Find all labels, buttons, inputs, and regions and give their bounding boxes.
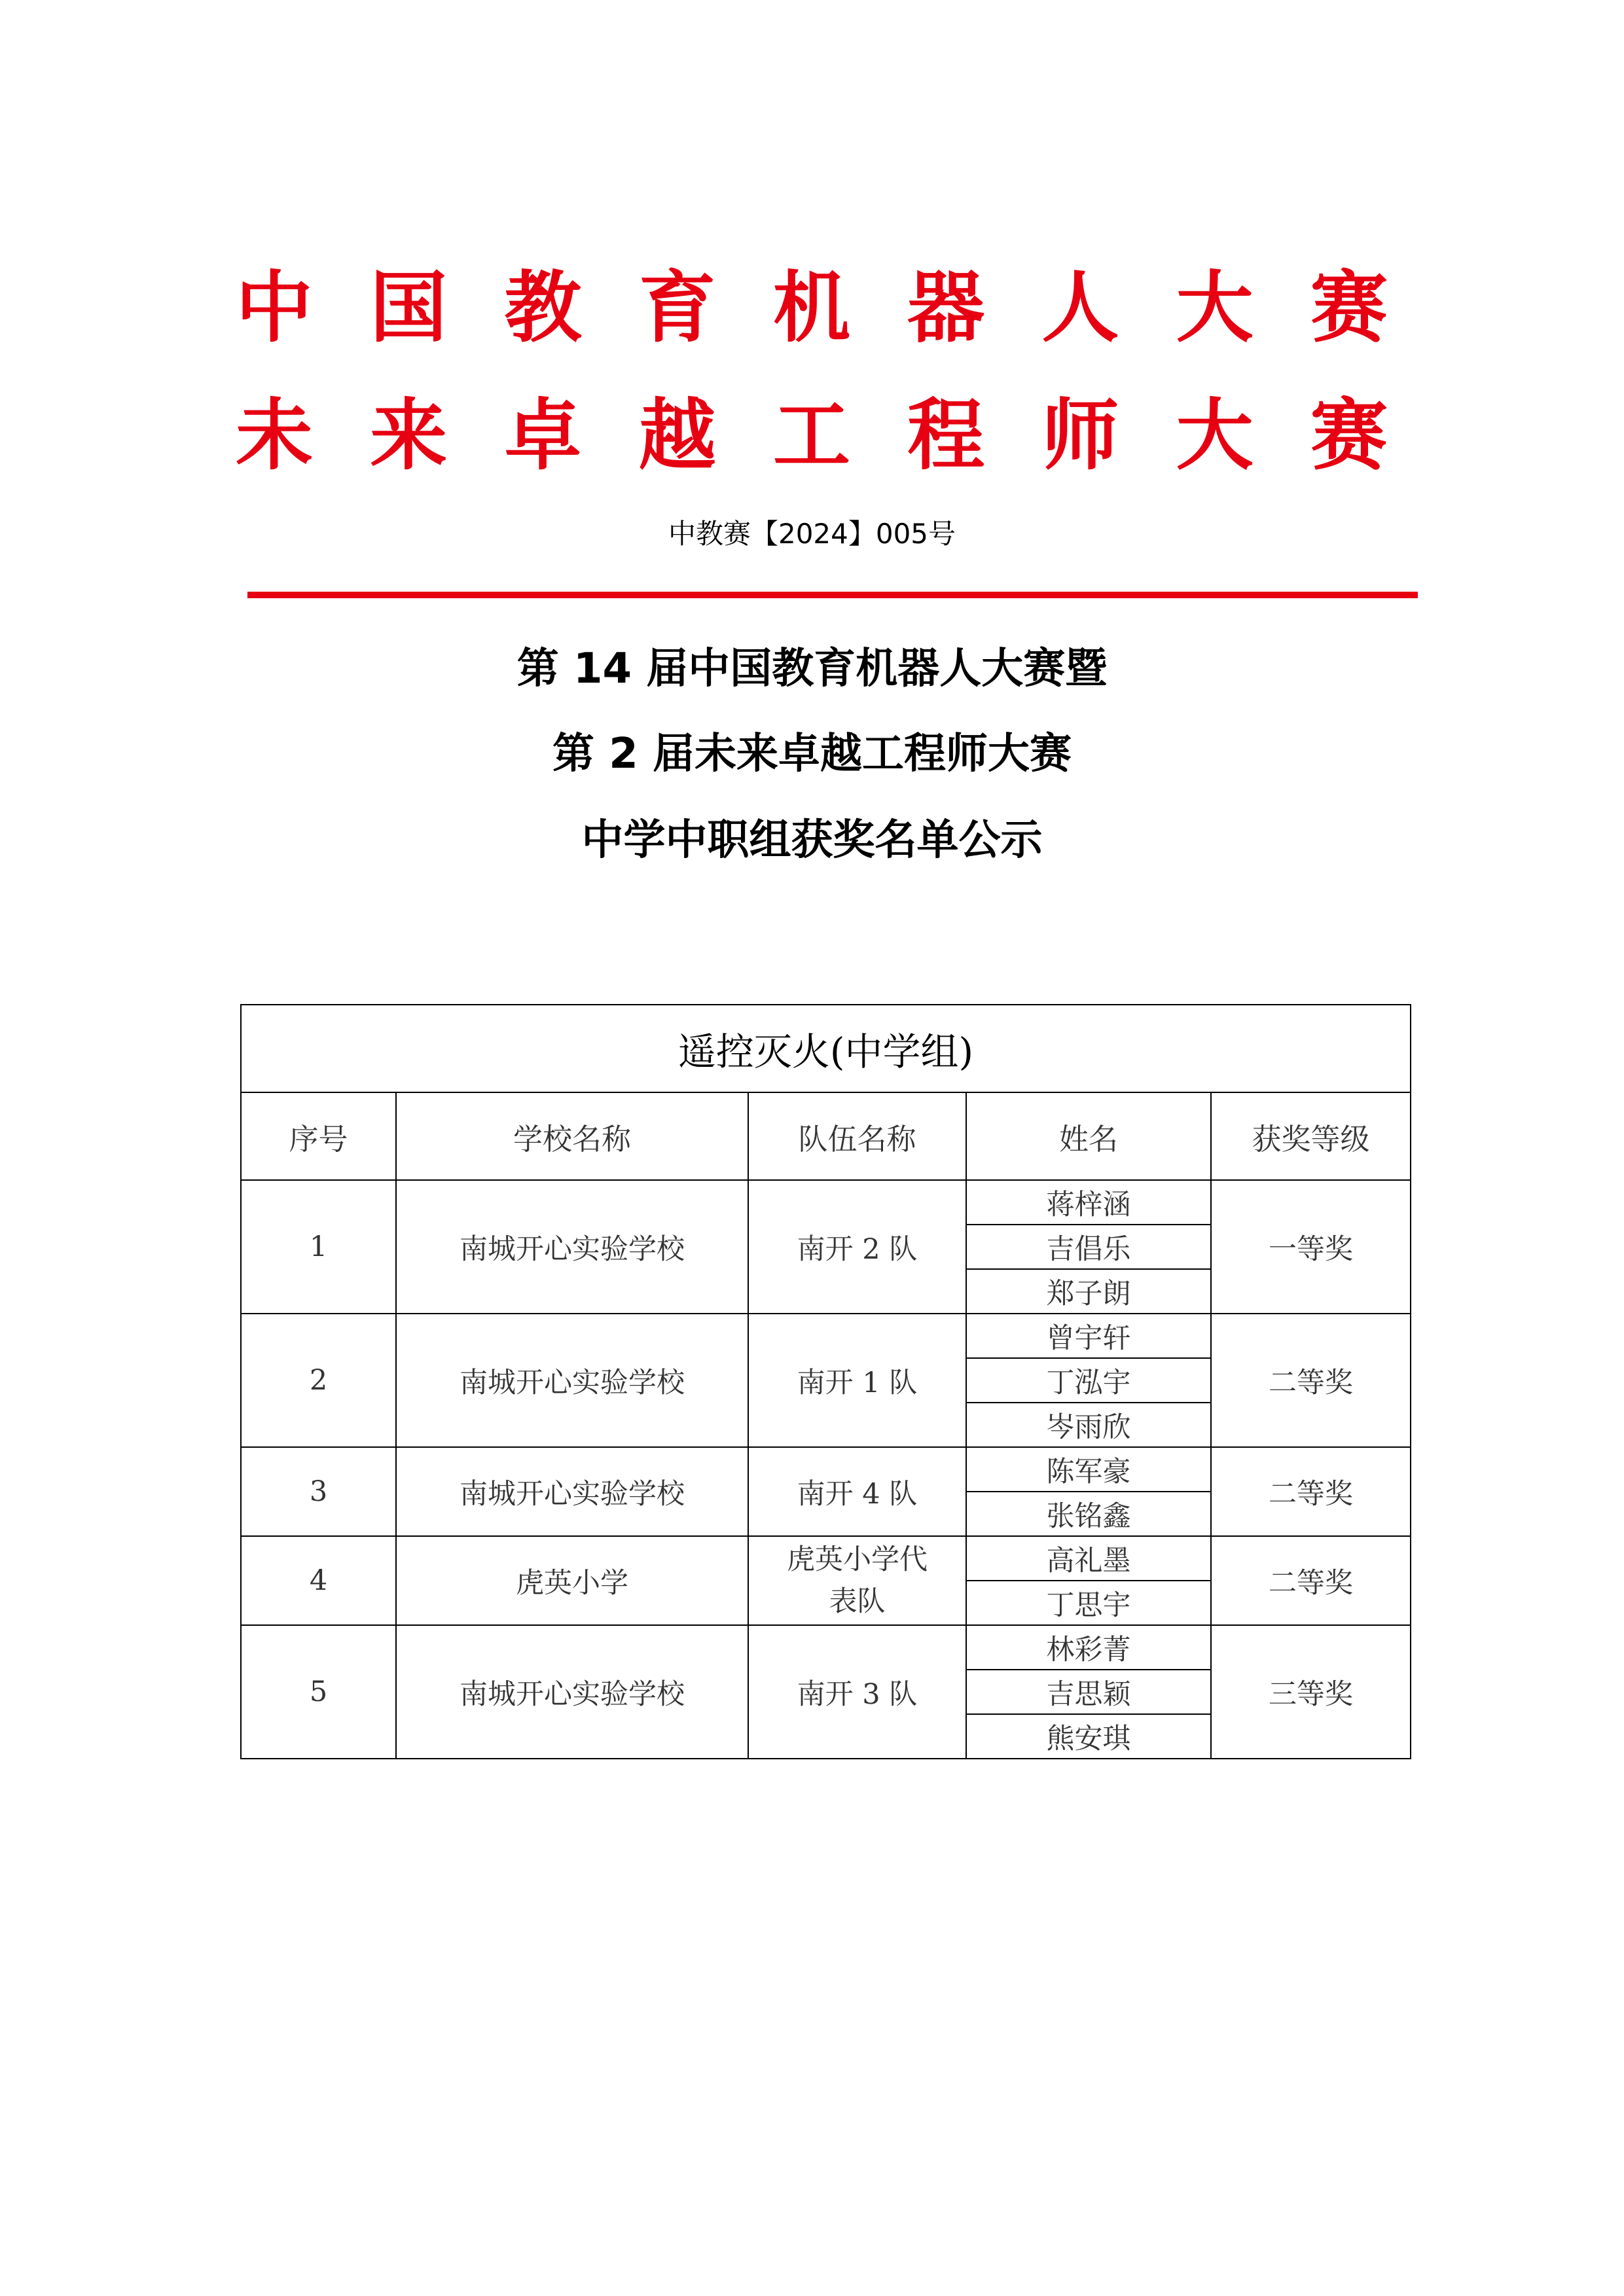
cell-member: 高礼墨 <box>966 1536 1211 1581</box>
cell-member: 丁思宇 <box>966 1581 1211 1625</box>
table-row <box>241 1447 1411 1492</box>
table-caption-row <box>241 1005 1411 1092</box>
header-char: 育 <box>638 262 716 353</box>
red-divider-rule <box>247 592 1418 598</box>
table-row <box>241 1180 1411 1225</box>
title-line-2: 第 2 届未来卓越工程师大赛 <box>552 730 1072 778</box>
header-char: 未 <box>236 390 314 480</box>
cell-no: 2 <box>241 1314 396 1447</box>
cell-no: 3 <box>241 1447 396 1536</box>
cell-member: 张铭鑫 <box>966 1492 1211 1536</box>
cell-school: 南城开心实验学校 <box>396 1314 748 1447</box>
table-row <box>241 1314 1411 1358</box>
cell-school: 虎英小学 <box>396 1536 748 1625</box>
cell-member: 陈军豪 <box>966 1447 1211 1492</box>
cell-school: 南城开心实验学校 <box>396 1625 748 1759</box>
column-header-team: 队伍名称 <box>748 1092 966 1180</box>
cell-member: 吉思颖 <box>966 1670 1211 1714</box>
header-char: 来 <box>370 390 448 480</box>
table-row <box>241 1536 1411 1581</box>
header-char: 卓 <box>504 390 582 480</box>
cell-award: 二等奖 <box>1211 1314 1411 1447</box>
header-char: 中 <box>236 262 314 353</box>
cell-no: 5 <box>241 1625 396 1759</box>
cell-school: 南城开心实验学校 <box>396 1447 748 1536</box>
header-char: 国 <box>370 262 448 353</box>
header-char: 师 <box>1041 390 1119 480</box>
header-char: 越 <box>638 390 716 480</box>
cell-member: 岑雨欣 <box>966 1403 1211 1447</box>
header-char: 大 <box>1176 390 1254 480</box>
header-char: 程 <box>907 390 985 480</box>
title-line-3: 中学中职组获奖名单公示 <box>581 816 1043 865</box>
column-header-school: 学校名称 <box>396 1092 748 1180</box>
title-line-1: 第 14 届中国教育机器人大赛暨 <box>516 645 1108 693</box>
cell-member: 曾宇轩 <box>966 1314 1211 1358</box>
header-char: 工 <box>772 390 850 480</box>
header-char: 赛 <box>1310 390 1388 480</box>
cell-no: 4 <box>241 1536 396 1625</box>
header-char: 教 <box>504 262 582 353</box>
cell-no: 1 <box>241 1180 396 1314</box>
header-char: 赛 <box>1310 262 1388 353</box>
cell-team: 南开 4 队 <box>748 1447 966 1536</box>
red-header-line-1 <box>236 255 1388 360</box>
cell-member: 林彩菁 <box>966 1625 1211 1670</box>
cell-award: 二等奖 <box>1211 1447 1411 1536</box>
cell-member: 丁泓宇 <box>966 1358 1211 1403</box>
red-header-line-2 <box>236 383 1388 488</box>
document-number: 中教赛【2024】005号 <box>668 518 956 550</box>
cell-member: 熊安琪 <box>966 1714 1211 1759</box>
cell-award: 一等奖 <box>1211 1180 1411 1314</box>
award-table <box>240 1004 1411 1759</box>
header-char: 大 <box>1176 262 1254 353</box>
cell-member: 蒋梓涵 <box>966 1180 1211 1225</box>
team-name-text: 虎英小学代表队 <box>787 1543 928 1618</box>
column-header-award: 获奖等级 <box>1211 1092 1411 1180</box>
cell-team: 南开 1 队 <box>748 1314 966 1447</box>
header-char: 器 <box>907 262 985 353</box>
table-row <box>241 1625 1411 1670</box>
cell-award: 二等奖 <box>1211 1536 1411 1625</box>
table-caption: 遥控灭火(中学组) <box>241 1005 1411 1092</box>
column-header-name: 姓名 <box>966 1092 1211 1180</box>
header-char: 人 <box>1041 262 1119 353</box>
header-char: 机 <box>772 262 850 353</box>
cell-member: 吉倡乐 <box>966 1225 1211 1269</box>
cell-team: 南开 2 队 <box>748 1180 966 1314</box>
column-header-no: 序号 <box>241 1092 396 1180</box>
cell-award: 三等奖 <box>1211 1625 1411 1759</box>
cell-school: 南城开心实验学校 <box>396 1180 748 1314</box>
table-header-row <box>241 1092 1411 1180</box>
cell-member: 郑子朗 <box>966 1269 1211 1314</box>
cell-team: 南开 3 队 <box>748 1625 966 1759</box>
cell-team <box>748 1536 966 1625</box>
